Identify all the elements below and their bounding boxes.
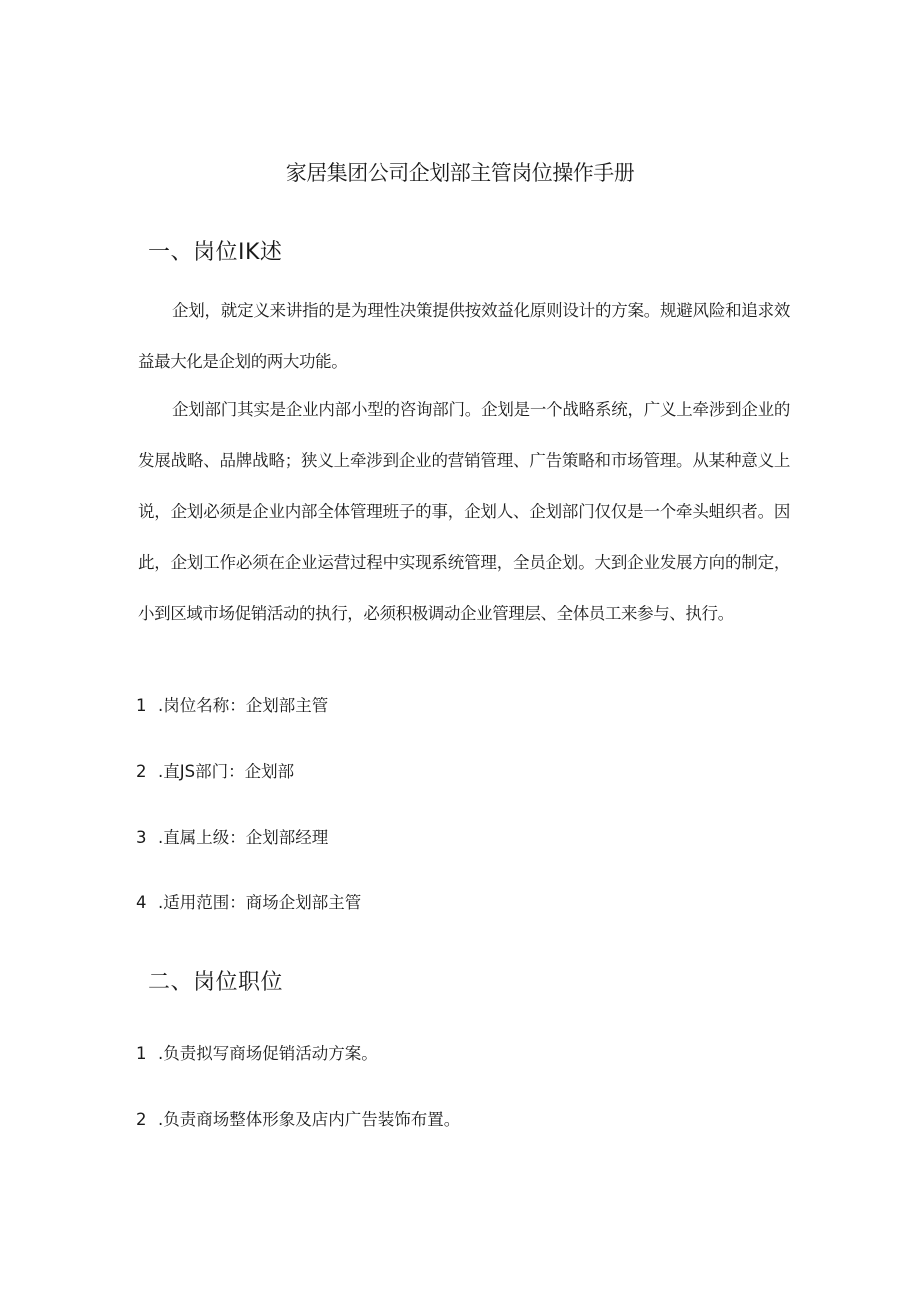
list-item-number: 3 [136, 828, 147, 847]
list-item [136, 759, 294, 785]
list-item [136, 890, 361, 916]
list-item-number: 1 [136, 1044, 147, 1063]
list-item-text: .岗位名称：企划部主管 [158, 696, 329, 715]
list-item-number: 2 [136, 762, 147, 781]
list-item-text: .适用范围：商场企划部主管 [158, 893, 362, 912]
paragraph-definition: 企划，就定义来讲指的是为理性决策提供按效益化原则设计的方案。规避风险和追求效益最大化是企划的两大功能。 [138, 301, 790, 371]
list-item [136, 825, 328, 851]
section-heading-duties: 二、岗位职位 [148, 970, 284, 995]
list-item-number: 2 [136, 1110, 147, 1129]
list-item-text: .直JS部门：企划部 [158, 762, 295, 781]
section-heading-overview: 一、岗位IK述 [148, 240, 283, 265]
list-item [136, 693, 328, 719]
list-item-number: 1 [136, 696, 147, 715]
list-item-text: .直属上级：企划部经理 [158, 828, 329, 847]
paragraph-department: 企划部门其实是企业内部小型的咨询部门。企划是一个战略系统，广义上牵涉到企业的发展战略、品牌战略；狭义上牵涉到企业的营销管理、广告策略和市场管理。从某种意义上说，企划必须是企业内部全体管理班子的事，企划人、企划部门仅仅是一个牵头蛆织者。因此，企划工作必须在企业运营过程中实现系统管理，全员企划。大到企业发展方向的制定，小到区域市场促销活动的执行，必须积极调动企业管理层、全体员工来参与、执行。 [138, 400, 790, 623]
list-item [136, 1041, 378, 1067]
list-item-text: .负责拟写商场促销活动方案。 [158, 1044, 378, 1063]
list-item-text: .负责商场整体形象及店内广告装饰布置。 [158, 1110, 461, 1129]
list-item-number: 4 [136, 893, 147, 912]
list-item [136, 1107, 460, 1133]
document-title: 家居集团公司企划部主管岗位操作手册 [285, 161, 635, 185]
